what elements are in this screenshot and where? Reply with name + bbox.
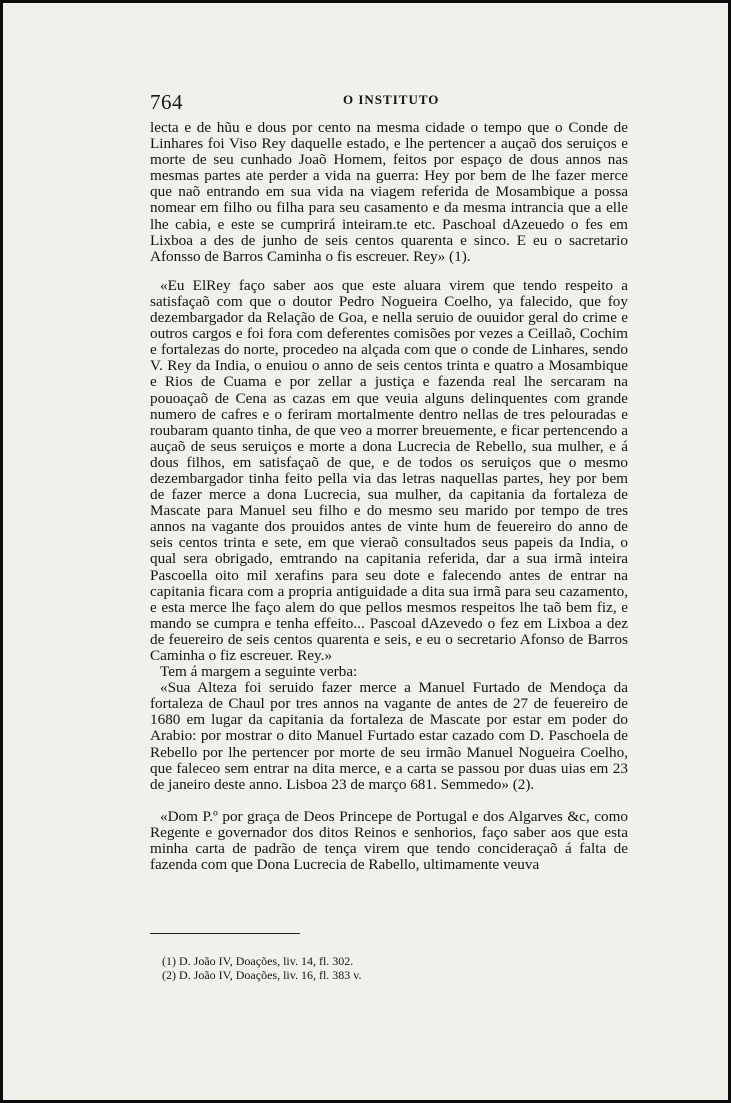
running-head: O INSTITUTO [343,92,440,107]
body-text [150,120,628,873]
footnotes [150,954,628,982]
paragraph-continuation: lecta e de hũu e dous por cento na mesma cidade o tempo que o Conde de Linhares foi Viso Rey daquelle estado, e lhe pertencer a auçaõ dos seruiços e morte de seu cunhado Joaõ Homem, feitos por espaço de dous annos nas mesmas partes ate perder a vida na guerra: Hey por bem de lhe fazer merce que naõ entrando em sua vida na viagem referida de Mosambique a possa nomear em filho ou filha para seu casamento e da mesma intrancia que a elle lhe cabia, e este se cumprirá inteiram.te etc. Paschoal dAzeuedo o fes em Lixboa a des de junho de seis centos quarenta e sinco. E eu o sacretario Afonsso de Barros Caminha o fis escreuer. Rey» (1). [150,119,628,265]
paragraph-verba: «Sua Alteza foi seruido fazer merce a Manuel Furtado de Mendoça da fortaleza de Chaul por tres annos na vagante de antes de 27 de feuereiro de 1680 em lugar da capitania da fortaleza de Mascate por estar em poder do Arabio: por mostrar o dito Manuel Furtado estar cazado com D. Paschoela de Rebello por lhe pertencer por morte de seu irmão Manuel Nogueira Coelho, que faleceo sem entrar na dita merce, e a carta se passou por duas uias em 23 de janeiro deste anno. Lisboa 23 de março 681. Semmedo» (2). [150,679,628,793]
page-header [150,86,628,120]
paragraph-carta: «Dom P.º por graça de Deos Princepe de Portugal e dos Algarves &c, como Regente e governador dos ditos Reinos e senhorios, faço saber aos que esta minha carta de padrão de tença virem que tendo concideraçaõ á falta de fazenda com que Dona Lucrecia de Rabello, ultimamente veuva [150,807,628,874]
paragraph-margin-note: Tem á margem a seguinte verba: [160,663,358,681]
footnote-1: (1) D. João IV, Doações, liv. 14, fl. 302. [162,954,354,969]
book-page [150,86,628,982]
footnote-2: (2) D. João IV, Doações, liv. 16, fl. 383 v. [162,968,362,983]
paragraph-aluara: «Eu ElRey faço saber aos que este aluara virem que tendo respeito a satisfaçaõ com que o doutor Pedro Nogueira Coelho, ya falecido, que foy dezembargador da Relação de Goa, e nella seruio de ouuidor geral do crime e outros cargos e foi fora com deferentes comisões por vezes a Ceillaõ, Cochim e fortalezas do norte, procedeo na alçada com que o conde de Linhares, sendo V. Rey da India, o enuiou o anno de seis centos trinta e quatro a Mosambique e Rios de Cuama e por zellar a justiça e fazenda real lhe sercaram na pouoaçaõ de Cena as cazas em que veuia alguns delinquentes com grande numero de cafres e o feriram mortalmente dentro nellas de tres pelouradas e roubaram quanto tinha, de que veo a morrer breuemente, e ficar pertencendo a auçaõ de seus seruiços e morte a dona Lucrecia de Rebello, sua mulher, e á dous filhos, em satisfaçaõ de que, e de todos os seruiços que o mesmo dezembargador tinha feito pella via das letras naquellas partes, hey por bem de fazer merce a dona Lucrecia, sua mulher, da capitania da fortaleza de Mascate para Manuel seu filho e do mesmo seu marido por tempo de tres annos na vagante dos prouidos antes de vinte hum de feuereiro do anno de seis centos trinta e sete, em que vieraõ consultados seus papeis da India, o qual sera obrigado, emtrando na capitania referida, dar a sua irmã inteira Pascoella oito mil xerafins para seu dote e falecendo antes de entrar na capitania ficara com a propria antiguidade a dita sua irmã para seu cazamento, e esta merce lhe faço alem do que pellos mesmos respeitos lhe taõ bem fiz, e mando se cumpra e tenha effeito... Pascoal dAzevedo o fez em Lixboa a dez de feuereiro de seis centos quarenta e seis, e eu o secretario Afonso de Barros Caminha o fiz escreuer. Rey.» [150,276,628,664]
footnote-rule [150,933,300,934]
page-number: 764 [150,90,183,114]
